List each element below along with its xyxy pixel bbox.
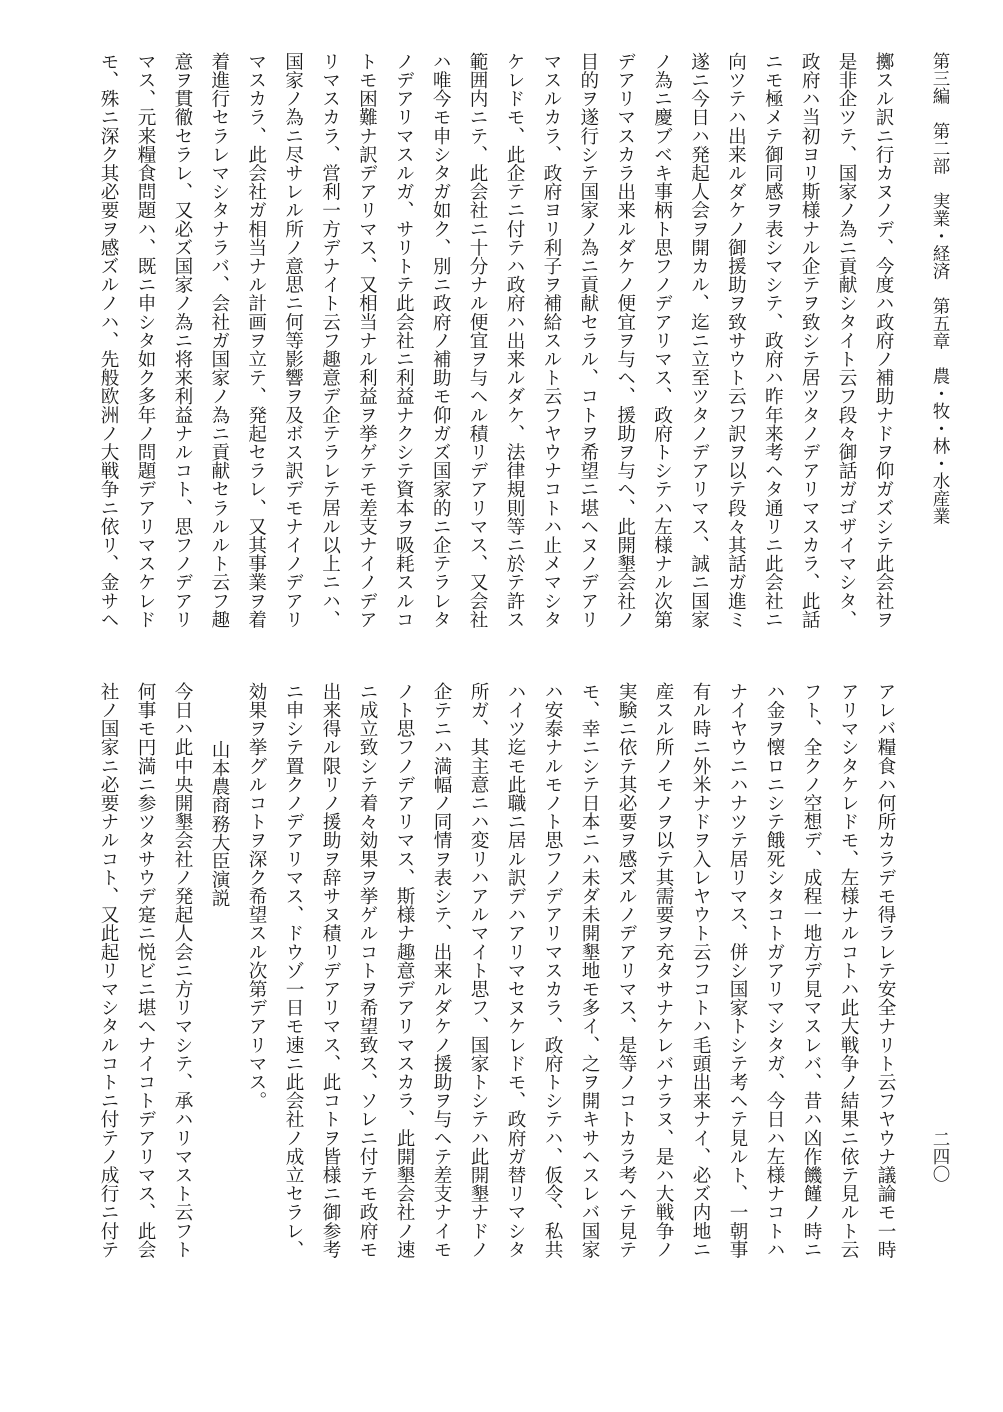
text-column: ノデアリマスルガ、サリトテ此会社ニ利益ナクシテ資本ヲ吸耗スルコ	[393, 52, 415, 629]
text-column: 企テニハ満幅ノ同情ヲ表シテ、出来ルダケノ援助ヲ与ヘテ差支ナイモ	[431, 682, 452, 1259]
text-column: 着進行セラレマシタナラバ、会社ガ国家ノ為ニ貢献セラルルト云フ趣	[208, 52, 230, 629]
text-column: ニ成立致シテ着々効果ヲ挙ゲルコトヲ希望致ス、ソレニ付テモ政府モ	[357, 682, 378, 1259]
text-column: ノト思フノデアリマス、斯様ナ趣意デアリマスカラ、此開墾会社ノ速	[394, 682, 415, 1259]
text-column: ノ為ニ慶ブベキ事柄ト思フノデアリマス、政府トシテハ左様ナル次第	[651, 52, 673, 629]
text-column: 実験ニ依テ其必要ヲ感ズルノデアリマス、是等ノコトカラ考ヘテ見テ	[616, 682, 637, 1259]
text-column: ハ金ヲ懐ロニシテ餓死シタコトガアリマシタガ、今日ハ左様ナコトハ	[764, 682, 785, 1259]
text-column: 何事モ円満ニ参ツタサウデ寔ニ悦ビニ堪ヘナイコトデアリマス、此会	[135, 682, 156, 1259]
text-column: 遂ニ今日ハ発起人会ヲ開カル、迄ニ立至ツタノデアリマス、誠ニ国家	[688, 52, 710, 629]
text-column: ニモ極メテ御同感ヲ表シマシテ、政府ハ昨年来考ヘタ通リニ此会社ニ	[762, 52, 784, 629]
text-column: ナイヤウニハナツテ居リマス、併シ国家トシテ考ヘテ見ルト、一朝事	[727, 682, 748, 1259]
text-column: モ、殊ニ深ク其必要ヲ感ズルノハ、先般欧洲ノ大戦争ニ依リ、金サヘ	[98, 52, 120, 629]
text-column: リマスカラ、営利一方デナイト云フ趣意デ企テラレテ居ル以上ニハ、	[319, 52, 341, 629]
text-column: 範囲内ニテ、此会社ニ十分ナル便宜ヲ与ヘル積リデアリマス、又会社	[467, 52, 489, 629]
text-column: マス、元来糧食問題ハ、既ニ申シタ如ク多年ノ問題デアリマスケレド	[135, 52, 156, 629]
text-column: 所ガ、其主意ニハ変リハアルマイト思フ、国家トシテハ此開墾ナドノ	[468, 682, 489, 1259]
text-column: 擲スル訳ニ行カヌノデ、今度ハ政府ノ補助ナドヲ仰ガズシテ此会社ヲ	[873, 52, 894, 629]
text-column: マスカラ、此会社ガ相当ナル計画ヲ立テ、発起セラレ、又其事業ヲ着	[245, 52, 267, 629]
text-column: 今日ハ此中央開墾会社ノ発起人会ニ方リマシテ、承ハリマスト云フト	[172, 682, 193, 1259]
text-column: 社ノ国家ニ必要ナルコト、又此起リマシタルコトニ付テノ成行ニ付テ	[98, 682, 119, 1259]
text-column: 政府ハ当初ヨリ斯様ナル企テヲ致シテ居ツタノデアリマスカラ、此話	[799, 52, 821, 629]
text-column: 向ツテハ出来ルダケノ御援助ヲ致サウト云フ訳ヲ以テ段々其話ガ進ミ	[725, 52, 747, 629]
text-column: 産スル所ノモノヲ以テ其需要ヲ充タサナケレバナラヌ、是ハ大戦争ノ	[653, 682, 674, 1259]
page-number: 二四〇	[930, 1130, 950, 1183]
text-column: ケレドモ、此企テニ付テハ政府ハ出来ルダケ、法律規則等ニ於テ許ス	[504, 52, 525, 629]
text-column: トモ困難ナ訳デアリマス、又相当ナル利益ヲ挙ゲテモ差支ナイノデア	[356, 52, 378, 629]
text-column: マスルカラ、政府ヨリ利子ヲ補給スルト云フヤウナコトハ止メマシタ	[540, 52, 562, 629]
text-column: 目的ヲ遂行シテ国家ノ為ニ貢献セラル、コトヲ希望ニ堪ヘヌノデアリ	[577, 52, 599, 629]
text-column: アリマシタケレドモ、左様ナルコトハ此大戦争ノ結果ニ依テ見ルト云	[838, 682, 859, 1259]
text-column: デアリマスカラ出来ルダケノ便宜ヲ与ヘ、援助ヲ与ヘ、此開墾会社ノ	[614, 52, 636, 629]
text-column: ハ安泰ナルモノト思フノデアリマスカラ、政府トシテハ、仮令、私共	[542, 682, 563, 1259]
text-column: モ、幸ニシテ日本ニハ未ダ未開墾地モ多イ、之ヲ開キサヘスレバ国家	[579, 682, 600, 1259]
text-column: 国家ノ為ニ尽サレル所ノ意思ニ何等影響ヲ及ボス訳デモナイノデアリ	[282, 52, 304, 629]
running-head: 第三編 第二部 実業・経済 第五章 農・牧・林・水産業	[930, 52, 950, 525]
text-column: 有ル時ニ外米ナドヲ入レヤウト云フコトハ毛頭出来ナイ、必ズ内地ニ	[690, 682, 711, 1259]
text-column: ハ唯今モ申シタガ如ク、別ニ政府ノ補助モ仰ガズ国家的ニ企テラレタ	[430, 52, 452, 629]
text-column: フト、全クノ空想デ、成程一地方デ見マスレバ、昔ハ凶作饑饉ノ時ニ	[801, 682, 822, 1259]
text-column: ハイツ迄モ此職ニ居ル訳デハアリマセヌケレドモ、政府ガ替リマシタ	[505, 682, 526, 1259]
text-column: アレバ糧食ハ何所カラデモ得ラレテ安全ナリト云フヤウナ議論モ一時	[875, 682, 896, 1259]
text-column: 出来得ル限リノ援助ヲ辞サヌ積リデアリマス、此コトヲ皆様ニ御参考	[320, 682, 341, 1259]
text-column: 意ヲ貫徹セラレ、又必ズ国家ノ為ニ将来利益ナルコト、思フノデアリ	[171, 52, 193, 629]
text-column: 是非企ツテ、国家ノ為ニ貢献シタイト云フ段々御話ガゴザイマシタ、	[836, 52, 858, 629]
speech-title: 山本農商務大臣演説	[209, 740, 230, 908]
text-column: ニ申シテ置クノデアリマス、ドウゾ一日モ速ニ此会社ノ成立セラレ、	[283, 682, 304, 1259]
text-column: 効果ヲ挙グルコトヲ深ク希望スル次第デアリマス。	[246, 682, 267, 1110]
